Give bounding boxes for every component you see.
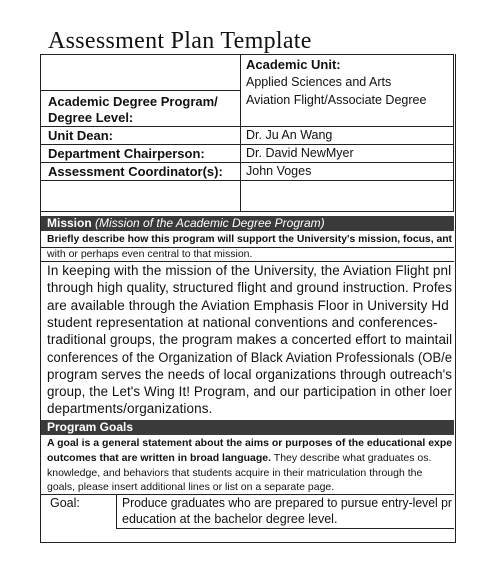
mission-body-line: In keeping with the mission of the University, the Aviation Flight pnl — [47, 263, 452, 278]
degree-program-label: Academic Degree Program/ — [48, 94, 218, 109]
goal-text-line: education at the bachelor degree level. — [122, 512, 338, 526]
header-divider — [240, 54, 241, 212]
academic-unit-value: Applied Sciences and Arts — [246, 75, 392, 89]
degree-level-label: Degree Level: — [48, 110, 134, 125]
unit-dean-label: Unit Dean: — [48, 128, 113, 143]
mission-instruction-continued: with or perhaps even central to that mission. — [47, 248, 253, 260]
goals-instruction-3: knowledge, and behaviors that students acquire in their matriculation through the — [47, 467, 423, 479]
unit-dean-value: Dr. Ju An Wang — [246, 128, 333, 142]
goals-instruction-4: goals, please insert additional lines or list on a separate page. — [47, 481, 335, 493]
goals-rule — [40, 494, 454, 495]
goal-label: Goal: — [50, 496, 80, 510]
chairperson-label: Department Chairperson: — [48, 146, 205, 161]
goal-rule — [116, 528, 454, 529]
chairperson-value: Dr. David NewMyer — [246, 146, 354, 160]
goals-instruction: A goal is a general statement about the aims or purposes of the educational expe — [47, 437, 453, 449]
goals-instruction-2 — [47, 452, 431, 464]
mission-body-line: program serves the needs of local organizations through outreach's — [47, 366, 453, 382]
goals-instruction-2a: outcomes that are written in broad language. — [47, 452, 272, 464]
program-goals-title: Program Goals — [47, 420, 134, 434]
mission-band-subtitle: (Mission of the Academic Degree Program) — [95, 216, 325, 230]
header-rule — [40, 90, 240, 91]
academic-unit-label: Academic Unit: — [246, 57, 341, 72]
program-goals-band — [41, 420, 454, 435]
mission-band-title: Mission — [47, 216, 92, 230]
coordinator-value: John Voges — [246, 164, 312, 178]
mission-body-line: conferences of the Organization of Black Aviation Professionals (OB/e — [47, 349, 453, 365]
page-title: Assessment Plan Template — [48, 28, 312, 54]
goal-divider — [116, 494, 117, 528]
header-rule — [40, 180, 454, 181]
mission-rule — [40, 261, 454, 262]
header-rule — [40, 144, 454, 145]
goal-text-line: Produce graduates who are prepared to pursue entry-level pr — [122, 496, 452, 510]
header-rule — [40, 162, 454, 163]
goals-instruction-2b: They describe what graduates os. — [273, 452, 432, 464]
mission-band — [41, 216, 454, 231]
coordinator-label: Assessment Coordinator(s): — [48, 164, 223, 179]
mission-body-line: group, the Let's Wing It! Program, and our participation in other loer — [47, 384, 453, 400]
mission-instruction: Briefly describe how this program will support the University's mission, focus, ant — [47, 233, 453, 245]
degree-program-value: Aviation Flight/Associate Degree — [246, 93, 427, 107]
header-rule — [40, 126, 454, 127]
mission-body-line: through high quality, structured flight and ground instruction. Profes — [47, 280, 453, 296]
mission-body-line: traditional groups, the program makes a concerted effort to maintail — [47, 332, 453, 348]
mission-body-line: departments/organizations. — [47, 401, 213, 417]
mission-body-line: are available through the Aviation Emphasis Floor in University Hd — [47, 297, 449, 313]
mission-body-line: student representation at national conventions and conferences- — [47, 314, 438, 330]
